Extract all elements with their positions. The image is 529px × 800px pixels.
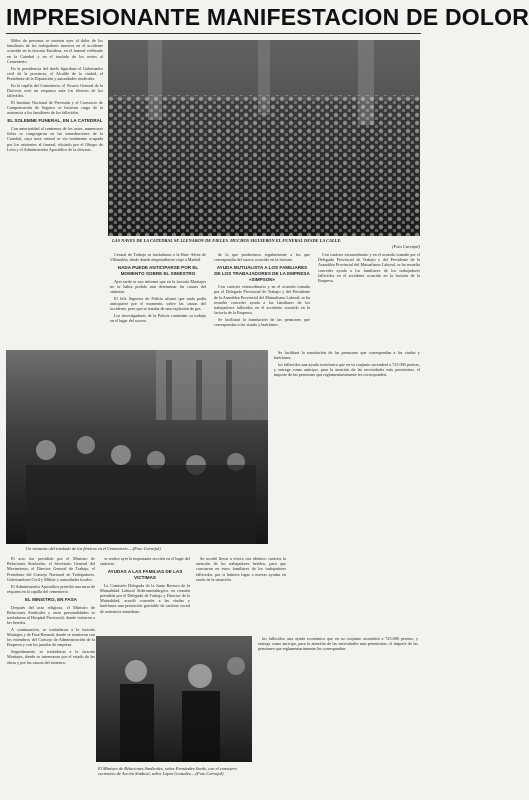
cathedral-photo [108, 40, 420, 236]
paragraph: los fallecidos una ayuda económica que en su conjunto ascenderá a 725.000 pesetas, y entrega como anticipo, para la atención de las necesidades más perentorias, el importe de las pensiones que reglamentariamente les corresponden. [258, 636, 418, 652]
paragraph: El Jefe Superior de Policía afirmó que nada podía anticiparse por el momento, sobre las causas del accidente, pero que se trataba de una explosión de gas. [110, 295, 206, 312]
paragraph: Central de Trabajo se trasladaron a la Base Aérea de Villanubla, desde donde emprendieron viaje a Madrid. [110, 252, 206, 263]
paragraph: El Administrador Apostólico presidió una misa de réquiem en la capilla del cementerio. [7, 583, 95, 594]
paragraph: Se facilitará la tramitación de las pensiones que correspondan a las viudas y huérfanos. [214, 316, 310, 328]
paragraph: La Comisión Delegada de la Junta Rectora de la Mutualidad Laboral Siderometalúrgica, en reunión presidida por el Delegado de Trabajo y Director de la Mutualidad, acordó conceder a las viudas y huérfanos una prestación graciable de carácter social de asistencia inmediata. [100, 582, 190, 614]
subhead-ministro: EL MINISTRO, EN FASA [25, 596, 77, 602]
paragraph: Miles de personas se unieron ayer al dolor de los familiares de los trabajadores muertos en el accidente ocurrido en la factoría Ensidesa, en el funeral celebrado en la Catedral y en el traslado de los restos al Cementerio. [7, 38, 103, 64]
minister-photo [96, 636, 252, 762]
paragraph: Los investigadores de la Policía continúan su trabajo en el lugar del suceso. [110, 312, 206, 324]
subhead-funeral: EL SOLEMNE FUNERAL, EN LA CATEDRAL [7, 118, 103, 124]
column-middle-top [110, 252, 206, 344]
column-left-top [7, 38, 103, 348]
cathedral-caption: LAS NAVES DE LA CATEDRAL SE LLENARON DE FIELES. MUCHOS SIGUIERON EL FUNERAL DESDE LA CALLE. [112, 238, 342, 243]
cemetery-caption: Un momento del traslado de los féretros en el Cementerio.—(Foto Carvajal) [26, 546, 161, 551]
subhead-siniestro: NADA PUEDE ANTICIPARSE POR EL MOMENTO SOBRE EL SINIESTRO [117, 265, 199, 276]
paragraph: Se acordó llevar a efecto con idéntico carácter la atención de los trabajadores heridos, para que concurran en estos familiares de los trabajadores fallecidos, por si hubiera lugar a nuevas ayudas en razón de la situación. [196, 556, 286, 582]
paragraph: A continuación, se trasladaron a la factoría Montajes y de Fasa-Renault, donde se reunieron con los miembros del Consejo de Administración de la Empresa y con los jurados de empresa. [7, 626, 95, 648]
paragraph: Después del acto religioso, el Ministro de Relaciones Sindicales y otras personalidades se trasladaron al Hospital Provincial, donde visitaron a los heridos. [7, 604, 95, 626]
paragraph: Con carácter extraordinario y en el acuerdo tomado por el Delegado Provincial de Trabajo y del Presidente de la Asamblea Provincial del Mutualismo Laboral, se ha resuelto conceder ayuda a los familiares de los trabajadores fallecidos en el accidente ocurrido en la factoría de la Empresa. [214, 284, 310, 316]
column-right-top [214, 252, 310, 344]
crowd-photo-image [108, 40, 420, 236]
paragraph: En la capilla del Cementerio, el Vicario General de la Diócesis rezó un responso ante los féretros de los fallecidos. [7, 82, 103, 99]
paragraph: los fallecidos una ayuda económica que en su conjunto ascenderá a 725.000 pesetas, y entrega como anticipo, para la atención de las necesidades más perentorias, el importe de las pensiones que reglamentariamente les corresponden. [274, 361, 420, 378]
subhead-ayudas: AYUDAS A LAS FAMILIAS DE LAS VICTIMAS [107, 569, 183, 580]
minister-photo-image [96, 636, 252, 762]
paragraph: Con anterioridad al comienzo de los actos, numerosos fieles se congregaron en las inmediaciones de la Catedral, cuya nave central se vio totalmente ocupada por los asistentes al funeral, oficiado por el Obispo de León y el Administrador Apostólico de la diócesis. [7, 125, 103, 152]
paragraph: Ayer tarde se nos informó que en la factoría Montajes no se había podido aún determinar las causas del siniestro. [110, 278, 206, 294]
column-right-bottom [196, 556, 286, 632]
headline-rule [6, 33, 421, 34]
subhead-ayuda-mutualista: AYUDA MUTUALISTA A LOS FAMILIARES DE LOS TRABAJADORES DE LA EMPRESA «SIMPSON» [214, 265, 310, 282]
cemetery-photo-image [6, 350, 268, 544]
minister-caption: El Ministro de Relaciones Sindicales, señor Fernández Sordo, con el consejero secretario de Acción Sindical, señor López Gonzalez.—(Foto Carvajal) [98, 766, 237, 777]
column-middle-bottom [100, 556, 190, 632]
paragraph: En la presidencia del duelo figuraban el Gobernador civil de la provincia, el Alcalde de la ciudad, el Presidente de la Diputación y autoridades sindicales. [7, 65, 103, 81]
cathedral-photo-credit: (Foto Carvajal) [392, 244, 420, 249]
paragraph: Con carácter extraordinario y en el acuerdo tomado por el Delegado Provincial de Trabajo y del Presidente de la Asamblea Provincial del Mutualismo Laboral, se ha resuelto conceder ayuda a los familiares de los trabajadores fallecidos en el accidente ocurrido en la factoría de la Empresa. [318, 252, 420, 284]
paragraph: Seguidamente, se trasladaron a la factoría Montajes, donde se interesaron por el estado de las obras y por las causas del siniestro. [7, 649, 95, 665]
paragraph: Se facilitará la tramitación de las pensiones que correspondan a las viudas y huérfanos. [274, 350, 420, 361]
paragraph: se realice ayer la importante sección en el lugar del siniestro. [100, 556, 190, 567]
paragraph: El Instituto Nacional de Previsión y el Consorcio de Compensación de Seguros se hicieron cargo de la asistencia a los familiares de los fallecidos. [7, 99, 103, 116]
column-far-right-top [318, 252, 420, 344]
headline: IMPRESIONANTE MANIFESTACION DE DOLOR [6, 4, 529, 30]
paragraph: de la que producimos regularmente a los que correspondía del suceso ocurrido en la factoría. [214, 252, 310, 263]
column-left-bottom [7, 556, 95, 794]
column-far-right-mid [274, 350, 420, 544]
column-right-bottom-2 [258, 636, 418, 794]
cemetery-photo [6, 350, 268, 544]
paragraph: El acto fue presidido por el Ministro de Relaciones Sindicales, el Secretario General del Movimiento, el Director General de Trabajo, el Presidente del Consejo Nacional de Trabajadores, Gobernadores Civil y Militar y autoridades locales. [7, 556, 95, 582]
